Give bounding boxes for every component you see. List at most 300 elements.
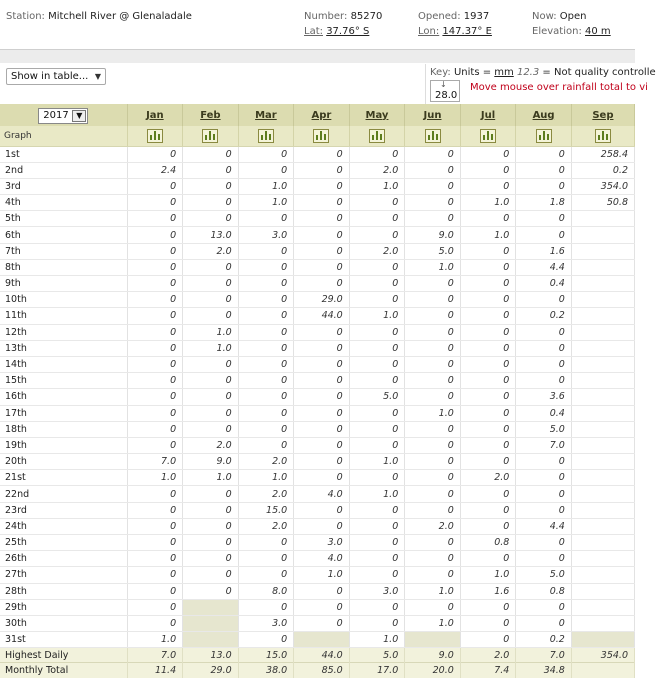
summary-value: 34.8 <box>516 663 572 678</box>
empty-cell <box>183 632 239 648</box>
rainfall-cell: 1.0 <box>183 340 239 356</box>
rainfall-cell: 0.4 <box>516 405 572 421</box>
rainfall-cell: 0 <box>405 373 461 389</box>
month-label: Apr <box>311 109 332 121</box>
month-label: Aug <box>532 109 555 121</box>
rainfall-cell: 0 <box>127 356 183 372</box>
bar-chart-icon[interactable] <box>595 129 611 143</box>
graph-cell-may <box>349 126 405 146</box>
rainfall-cell <box>571 259 634 275</box>
elevation-value: 40 m <box>585 26 611 37</box>
rainfall-cell: 1.6 <box>516 243 572 259</box>
rainfall-cell: 4.0 <box>294 551 350 567</box>
bar-chart-icon[interactable] <box>202 129 218 143</box>
summary-value: 354.0 <box>571 648 634 663</box>
divider-bar <box>0 50 635 63</box>
rainfall-cell <box>571 454 634 470</box>
rainfall-cell: 0 <box>127 227 183 243</box>
rainfall-cell: 0 <box>183 292 239 308</box>
rainfall-cell: 0 <box>460 162 516 178</box>
rainfall-cell: 0 <box>183 308 239 324</box>
rainfall-cell <box>571 292 634 308</box>
threshold-value: 28.0 <box>435 90 458 101</box>
rainfall-cell: 0 <box>238 243 294 259</box>
rainfall-cell: 0 <box>460 615 516 631</box>
rainfall-cell: 0 <box>127 243 183 259</box>
bar-chart-icon[interactable] <box>536 129 552 143</box>
rainfall-cell: 0 <box>405 551 461 567</box>
rainfall-cell: 0 <box>238 373 294 389</box>
rainfall-cell: 4.4 <box>516 259 572 275</box>
rainfall-cell: 0 <box>349 615 405 631</box>
rainfall-cell: 0 <box>238 259 294 275</box>
rainfall-cell: 0 <box>183 486 239 502</box>
rainfall-cell: 44.0 <box>294 308 350 324</box>
status-field <box>532 11 587 22</box>
rainfall-cell: 0 <box>127 535 183 551</box>
rainfall-cell <box>571 324 634 340</box>
rainfall-cell: 0 <box>127 211 183 227</box>
rainfall-cell: 0 <box>238 324 294 340</box>
units-value: mm <box>494 67 514 78</box>
day-label: 25th <box>0 535 127 551</box>
rainfall-cell: 0 <box>127 421 183 437</box>
rainfall-cell <box>571 551 634 567</box>
rainfall-cell: 0 <box>294 146 350 162</box>
rainfall-cell: 3.0 <box>349 583 405 599</box>
station-name: Mitchell River @ Glenaladale <box>48 11 192 22</box>
bar-chart-icon[interactable] <box>425 129 441 143</box>
graph-cell-jul <box>460 126 516 146</box>
rainfall-cell: 0 <box>127 340 183 356</box>
rainfall-cell: 0 <box>238 162 294 178</box>
bar-chart-icon[interactable] <box>147 129 163 143</box>
table-body <box>0 146 635 648</box>
rainfall-cell: 0 <box>183 146 239 162</box>
station-number-field <box>304 11 382 22</box>
rainfall-cell: 0 <box>238 535 294 551</box>
month-header-feb[interactable] <box>183 104 239 126</box>
rainfall-cell: 9.0 <box>183 454 239 470</box>
month-label: May <box>365 109 389 121</box>
table-row <box>0 535 635 551</box>
table-row <box>0 243 635 259</box>
rainfall-cell: 0 <box>238 340 294 356</box>
rainfall-cell: 0 <box>238 211 294 227</box>
day-label: 4th <box>0 195 127 211</box>
summary-value <box>571 663 634 678</box>
bar-chart-icon[interactable] <box>480 129 496 143</box>
longitude-label: Lon: <box>418 26 440 37</box>
table-row <box>0 324 635 340</box>
rainfall-cell <box>571 356 634 372</box>
rainfall-cell: 0 <box>516 227 572 243</box>
day-label: 22nd <box>0 486 127 502</box>
rainfall-cell: 0 <box>127 615 183 631</box>
rainfall-cell: 1.0 <box>460 567 516 583</box>
chevron-down-icon: ▼ <box>72 110 86 122</box>
rainfall-cell: 0 <box>516 211 572 227</box>
rainfall-cell: 1.0 <box>460 195 516 211</box>
rainfall-cell: 7.0 <box>516 437 572 453</box>
rainfall-cell: 0 <box>127 599 183 615</box>
day-label: 16th <box>0 389 127 405</box>
summary-value: 29.0 <box>183 663 239 678</box>
rainfall-cell: 0 <box>460 551 516 567</box>
rainfall-cell: 0 <box>127 308 183 324</box>
rainfall-cell: 0 <box>405 308 461 324</box>
summary-value: 7.0 <box>127 648 183 663</box>
rainfall-cell: 2.0 <box>349 162 405 178</box>
rainfall-cell: 1.8 <box>516 195 572 211</box>
rainfall-cell: 0 <box>460 632 516 648</box>
rainfall-cell <box>571 243 634 259</box>
graph-cell-jan <box>127 126 183 146</box>
rainfall-cell: 1.6 <box>460 583 516 599</box>
rainfall-cell: 0 <box>460 146 516 162</box>
day-label: 23rd <box>0 502 127 518</box>
rainfall-cell: 0 <box>516 535 572 551</box>
rainfall-cell: 3.0 <box>238 227 294 243</box>
month-header-aug[interactable] <box>516 104 572 126</box>
rainfall-cell: 0 <box>516 356 572 372</box>
rainfall-cell: 0 <box>349 292 405 308</box>
table-row <box>0 632 635 648</box>
rainfall-cell: 50.8 <box>571 195 634 211</box>
rainfall-cell: 0.2 <box>571 162 634 178</box>
rainfall-cell: 1.0 <box>349 308 405 324</box>
rainfall-cell: 5.0 <box>516 567 572 583</box>
rainfall-cell: 0 <box>405 567 461 583</box>
rainfall-cell: 0 <box>127 486 183 502</box>
key-panel <box>425 64 656 104</box>
rainfall-cell: 0 <box>516 146 572 162</box>
rainfall-cell: 0 <box>294 373 350 389</box>
units-text: Units = <box>453 67 495 78</box>
rainfall-cell: 1.0 <box>460 227 516 243</box>
rainfall-cell <box>571 470 634 486</box>
rainfall-cell: 1.0 <box>405 615 461 631</box>
rainfall-cell: 0 <box>183 583 239 599</box>
rainfall-cell: 0 <box>349 340 405 356</box>
day-label: 3rd <box>0 178 127 194</box>
longitude-field <box>418 26 492 37</box>
rainfall-cell: 0 <box>516 454 572 470</box>
rainfall-cell: 0 <box>460 259 516 275</box>
rainfall-cell: 0 <box>516 340 572 356</box>
rainfall-cell <box>571 308 634 324</box>
empty-cell <box>294 632 350 648</box>
rainfall-cell: 0 <box>349 421 405 437</box>
rainfall-cell: 0 <box>460 276 516 292</box>
table-row <box>0 227 635 243</box>
rainfall-cell: 5.0 <box>349 389 405 405</box>
rainfall-cell: 1.0 <box>405 583 461 599</box>
month-header-apr[interactable] <box>294 104 350 126</box>
rainfall-cell <box>571 535 634 551</box>
rainfall-cell: 0 <box>294 162 350 178</box>
rainfall-cell: 0 <box>294 583 350 599</box>
rainfall-cell: 0 <box>405 178 461 194</box>
summary-value: 2.0 <box>460 648 516 663</box>
rainfall-cell: 0 <box>405 324 461 340</box>
rainfall-cell <box>571 373 634 389</box>
rainfall-cell: 0 <box>460 389 516 405</box>
rainfall-cell: 0 <box>183 551 239 567</box>
table-row <box>0 308 635 324</box>
rainfall-cell: 0 <box>183 373 239 389</box>
table-row <box>0 583 635 599</box>
rainfall-cell: 0.2 <box>516 308 572 324</box>
empty-cell <box>183 615 239 631</box>
day-label: 20th <box>0 454 127 470</box>
rainfall-cell <box>571 502 634 518</box>
day-label: 6th <box>0 227 127 243</box>
table-row <box>0 195 635 211</box>
rainfall-cell <box>571 276 634 292</box>
rainfall-cell <box>571 227 634 243</box>
rainfall-cell: 0 <box>127 583 183 599</box>
rainfall-cell: 0 <box>238 292 294 308</box>
rainfall-cell: 0 <box>127 551 183 567</box>
month-label: Feb <box>200 109 221 121</box>
rainfall-cell: 0 <box>349 470 405 486</box>
rainfall-cell: 0.4 <box>516 276 572 292</box>
month-header-sep[interactable] <box>571 104 634 126</box>
bar-chart-icon[interactable] <box>369 129 385 143</box>
rainfall-cell: 8.0 <box>238 583 294 599</box>
table-row <box>0 373 635 389</box>
mouse-hint: Move mouse over rainfall total to vi <box>470 82 648 93</box>
graph-label: Graph <box>0 126 127 146</box>
rainfall-cell: 1.0 <box>294 567 350 583</box>
opened-field <box>418 11 489 22</box>
rainfall-cell: 1.0 <box>183 324 239 340</box>
day-label: 12th <box>0 324 127 340</box>
rainfall-cell <box>571 405 634 421</box>
rainfall-cell <box>571 211 634 227</box>
summary-value: 38.0 <box>238 663 294 678</box>
rainfall-cell: 0 <box>405 211 461 227</box>
rainfall-cell: 0 <box>460 502 516 518</box>
month-label: Sep <box>592 109 614 121</box>
opened-label: Opened: <box>418 11 461 22</box>
rainfall-cell: 0 <box>460 324 516 340</box>
rainfall-cell: 0 <box>238 276 294 292</box>
rainfall-cell: 2.0 <box>238 486 294 502</box>
rainfall-cell: 0 <box>349 567 405 583</box>
rainfall-cell: 0 <box>294 178 350 194</box>
rainfall-cell: 2.0 <box>405 518 461 534</box>
graph-cell-feb <box>183 126 239 146</box>
summary-value: 9.0 <box>405 648 461 663</box>
rainfall-cell: 0 <box>516 324 572 340</box>
rainfall-cell: 0 <box>183 535 239 551</box>
rainfall-cell: 0 <box>238 421 294 437</box>
rainfall-cell: 13.0 <box>183 227 239 243</box>
rainfall-cell <box>571 583 634 599</box>
rainfall-cell: 0 <box>183 195 239 211</box>
table-row <box>0 211 635 227</box>
table-row <box>0 276 635 292</box>
rainfall-cell: 0 <box>460 518 516 534</box>
rainfall-cell: 0 <box>460 178 516 194</box>
rainfall-cell: 0 <box>405 389 461 405</box>
example-value: 12.3 <box>516 67 540 78</box>
table-row <box>0 162 635 178</box>
rainfall-cell: 0 <box>127 259 183 275</box>
rainfall-cell: 0 <box>183 502 239 518</box>
graph-cell-aug <box>516 126 572 146</box>
summary-label: Highest Daily <box>0 648 127 663</box>
rainfall-cell: 29.0 <box>294 292 350 308</box>
day-label: 13th <box>0 340 127 356</box>
elevation-field <box>532 26 611 37</box>
month-header-mar[interactable] <box>238 104 294 126</box>
table-row <box>0 470 635 486</box>
rainfall-cell: 0 <box>349 518 405 534</box>
rainfall-cell: 0 <box>127 518 183 534</box>
monthly-total-row <box>0 663 635 678</box>
rainfall-cell: 7.0 <box>127 454 183 470</box>
now-label: Now: <box>532 11 557 22</box>
summary-value: 7.4 <box>460 663 516 678</box>
rainfall-cell: 2.0 <box>238 518 294 534</box>
year-select[interactable] <box>38 108 88 124</box>
rainfall-cell: 0 <box>349 405 405 421</box>
now-value: Open <box>559 11 587 22</box>
rainfall-cell: 1.0 <box>238 195 294 211</box>
summary-value: 15.0 <box>238 648 294 663</box>
rainfall-cell: 3.6 <box>516 389 572 405</box>
rainfall-cell: 2.0 <box>238 454 294 470</box>
day-label: 21st <box>0 470 127 486</box>
rainfall-cell: 1.0 <box>349 454 405 470</box>
rainfall-cell <box>571 340 634 356</box>
rainfall-cell: 0 <box>183 259 239 275</box>
rainfall-cell: 2.0 <box>349 243 405 259</box>
rainfall-cell: 0 <box>294 243 350 259</box>
rainfall-cell: 0 <box>516 551 572 567</box>
rainfall-cell: 0 <box>460 340 516 356</box>
rainfall-cell: 0 <box>294 615 350 631</box>
day-label: 30th <box>0 615 127 631</box>
rainfall-cell: 0 <box>294 195 350 211</box>
rainfall-cell: 1.0 <box>349 632 405 648</box>
rainfall-cell: 0 <box>183 567 239 583</box>
rainfall-cell <box>571 615 634 631</box>
rainfall-cell: 1.0 <box>127 470 183 486</box>
rainfall-cell: 0 <box>294 502 350 518</box>
rainfall-cell: 0 <box>405 599 461 615</box>
table-row <box>0 405 635 421</box>
rainfall-cell: 0 <box>349 146 405 162</box>
month-header-may[interactable] <box>349 104 405 126</box>
rainfall-cell: 0 <box>405 276 461 292</box>
graph-row <box>0 126 635 146</box>
rainfall-cell: 4.0 <box>294 486 350 502</box>
rainfall-cell: 0 <box>238 567 294 583</box>
bar-chart-icon[interactable] <box>258 129 274 143</box>
summary-value: 13.0 <box>183 648 239 663</box>
rainfall-cell: 0 <box>183 162 239 178</box>
latitude-field <box>304 26 369 37</box>
rainfall-cell: 2.0 <box>183 437 239 453</box>
rainfall-cell: 0 <box>183 405 239 421</box>
month-label: Jan <box>146 109 164 121</box>
month-header-jan[interactable] <box>127 104 183 126</box>
rainfall-cell: 0 <box>460 454 516 470</box>
rainfall-cell: 0.8 <box>460 535 516 551</box>
graph-cell-jun <box>405 126 461 146</box>
summary-label: Monthly Total <box>0 663 127 678</box>
rainfall-cell: 0 <box>460 405 516 421</box>
rainfall-cell: 1.0 <box>183 470 239 486</box>
rainfall-cell: 0 <box>349 373 405 389</box>
rainfall-cell: 0 <box>183 178 239 194</box>
rainfall-cell: 354.0 <box>571 178 634 194</box>
rainfall-cell: 0 <box>238 405 294 421</box>
view-select[interactable] <box>6 68 106 85</box>
latitude-label: Lat: <box>304 26 323 37</box>
rainfall-cell: 0 <box>349 599 405 615</box>
month-header-jun[interactable] <box>405 104 461 126</box>
day-label: 17th <box>0 405 127 421</box>
table-row <box>0 502 635 518</box>
rainfall-cell: 2.4 <box>127 162 183 178</box>
rainfall-cell <box>571 486 634 502</box>
day-label: 26th <box>0 551 127 567</box>
bar-chart-icon[interactable] <box>313 129 329 143</box>
table-row <box>0 486 635 502</box>
year-value: 2017 <box>43 110 69 121</box>
rainfall-cell: 0 <box>294 599 350 615</box>
empty-cell <box>405 632 461 648</box>
elevation-label: Elevation: <box>532 26 582 37</box>
day-label: 24th <box>0 518 127 534</box>
rainfall-cell: 1.0 <box>405 405 461 421</box>
rainfall-cell: 1.0 <box>238 178 294 194</box>
table-row <box>0 389 635 405</box>
rainfall-cell: 0 <box>460 211 516 227</box>
day-label: 8th <box>0 259 127 275</box>
empty-cell <box>571 632 634 648</box>
rainfall-cell: 0 <box>349 227 405 243</box>
rainfall-cell: 0 <box>294 324 350 340</box>
rainfall-cell: 0 <box>183 356 239 372</box>
rainfall-cell: 0 <box>127 178 183 194</box>
summary-value: 20.0 <box>405 663 461 678</box>
rainfall-cell: 2.0 <box>460 470 516 486</box>
quality-note: = Not quality controlle <box>542 67 656 78</box>
day-label: 29th <box>0 599 127 615</box>
rainfall-cell: 0 <box>460 292 516 308</box>
rainfall-cell: 5.0 <box>405 243 461 259</box>
rainfall-cell: 1.0 <box>349 486 405 502</box>
rainfall-cell: 0 <box>127 389 183 405</box>
threshold-input[interactable] <box>430 80 460 102</box>
month-label: Mar <box>255 109 277 121</box>
latitude-value: 37.76° S <box>326 26 370 37</box>
rainfall-cell: 3.0 <box>294 535 350 551</box>
rainfall-cell: 0 <box>405 162 461 178</box>
rainfall-cell: 4.4 <box>516 518 572 534</box>
rainfall-cell: 0 <box>516 162 572 178</box>
month-header-jul[interactable] <box>460 104 516 126</box>
rainfall-cell: 0 <box>294 259 350 275</box>
rainfall-cell: 1.0 <box>349 178 405 194</box>
table-summary <box>0 648 635 678</box>
